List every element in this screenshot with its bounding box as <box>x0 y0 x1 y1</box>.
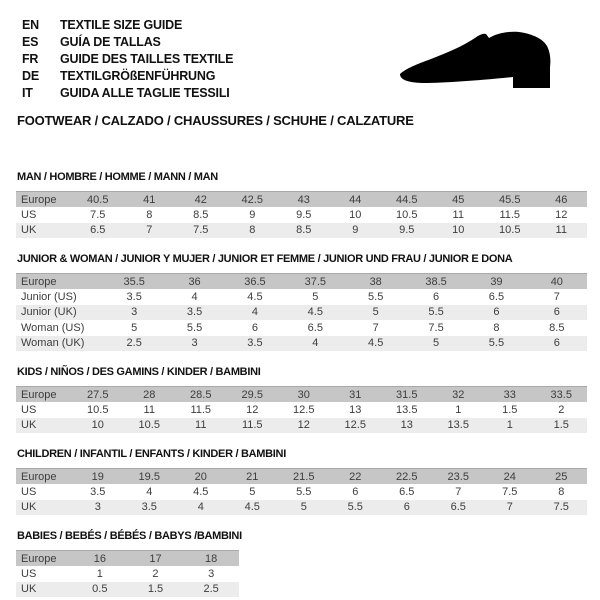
size-section-kids <box>16 366 587 433</box>
size-cell: 20 <box>175 469 227 485</box>
size-cell: 25 <box>536 469 588 485</box>
size-table-man <box>16 191 587 238</box>
size-cell: 21 <box>227 469 279 485</box>
size-cell: 12 <box>278 418 330 434</box>
section-title-babies: BABIES / BEBÉS / BÉBÉS / BABYS /BAMBINI <box>17 530 242 542</box>
size-cell: 10.5 <box>87 403 109 416</box>
size-cell: 3 <box>104 305 164 321</box>
size-cell: 7.5 <box>90 208 106 221</box>
size-cell: 43 <box>278 192 330 208</box>
size-cell: 7 <box>124 223 176 239</box>
size-cell: 6 <box>381 500 433 516</box>
row-label: UK <box>16 500 72 516</box>
table-row <box>16 207 587 223</box>
size-cell: 11.5 <box>499 208 521 221</box>
row-label: Europe <box>16 387 72 403</box>
size-cell: 6.5 <box>399 485 415 498</box>
size-cell: 7 <box>372 321 379 334</box>
size-cell: 6 <box>527 336 587 352</box>
size-cell: 8 <box>493 321 500 334</box>
row-label: Europe <box>16 192 72 208</box>
table-row <box>16 289 587 305</box>
language-title: GUÍA DE TALLAS <box>60 35 161 49</box>
size-cell: 42 <box>175 192 227 208</box>
size-cell: 4.5 <box>247 290 263 303</box>
size-cell: 8 <box>227 223 279 239</box>
size-cell: 2 <box>152 567 159 580</box>
size-cell: 10 <box>72 418 124 434</box>
size-cell: 3 <box>208 567 215 580</box>
size-cell: 1 <box>484 418 536 434</box>
size-cell: 6 <box>251 321 258 334</box>
row-label: UK <box>16 418 72 434</box>
size-cell: 11 <box>143 403 155 416</box>
size-cell: 6.5 <box>488 290 505 303</box>
size-cell: 8.5 <box>193 208 209 221</box>
size-cell: 2 <box>558 403 565 416</box>
size-section-children <box>16 448 587 515</box>
size-cell: 4 <box>191 290 198 303</box>
table-row <box>16 418 587 434</box>
size-cell: 10 <box>349 208 362 221</box>
language-code: EN <box>22 18 39 32</box>
size-cell: 42.5 <box>227 192 279 208</box>
size-cell: 6 <box>433 290 440 303</box>
size-cell: 10.5 <box>484 223 536 239</box>
size-cell: 33.5 <box>536 387 588 403</box>
size-cell: 21.5 <box>278 469 330 485</box>
table-row <box>16 469 587 485</box>
section-title-man: MAN / HOMBRE / HOMME / MANN / MAN <box>17 171 218 183</box>
size-cell: 9 <box>249 208 256 221</box>
size-cell: 13 <box>349 403 362 416</box>
row-label: UK <box>16 223 72 239</box>
size-cell: 31.5 <box>381 387 433 403</box>
size-cell: 7.5 <box>428 321 444 334</box>
row-label: US <box>21 403 37 416</box>
size-cell: 17 <box>128 551 184 567</box>
section-title-kids: KIDS / NIÑOS / DES GAMINS / KINDER / BAMBINI <box>17 366 261 378</box>
row-label: Europe <box>16 274 104 290</box>
size-cell: 23.5 <box>433 469 485 485</box>
size-cell: 5.5 <box>296 485 312 498</box>
size-cell: 5.5 <box>466 336 526 352</box>
size-cell: 8.5 <box>549 321 565 334</box>
size-cell: 6.5 <box>433 500 485 516</box>
size-cell: 45.5 <box>484 192 536 208</box>
section-title-junior-woman: JUNIOR & WOMAN / JUNIOR Y MUJER / JUNIOR ET FEMME / JUNIOR UND FRAU / JUNIOR E DONA <box>17 253 513 265</box>
size-cell: 4 <box>146 485 153 498</box>
size-cell: 8.5 <box>278 223 330 239</box>
row-label: Junior (UK) <box>16 305 104 321</box>
size-cell: 5 <box>406 336 466 352</box>
size-cell: 11.5 <box>190 403 212 416</box>
size-cell: 36.5 <box>225 274 285 290</box>
size-cell: 19.5 <box>124 469 176 485</box>
size-cell: 13.5 <box>433 418 485 434</box>
size-cell: 5.5 <box>406 305 466 321</box>
size-cell: 3 <box>164 336 224 352</box>
language-title: GUIDE DES TAILLES TEXTILE <box>60 52 234 66</box>
table-row <box>16 484 587 500</box>
size-cell: 5.5 <box>186 321 203 334</box>
size-cell: 12 <box>246 403 259 416</box>
size-cell: 1.5 <box>128 582 184 598</box>
size-cell: 41 <box>124 192 176 208</box>
size-table-kids <box>16 386 587 433</box>
language-code: ES <box>22 35 39 49</box>
language-title: GUIDA ALLE TAGLIE TESSILI <box>60 86 230 100</box>
table-row <box>16 305 587 321</box>
size-cell: 1.5 <box>536 418 588 434</box>
size-cell: 45 <box>433 192 485 208</box>
size-cell: 10.5 <box>396 208 418 221</box>
table-row <box>16 274 587 290</box>
size-cell: 22 <box>330 469 382 485</box>
dress-shoe-icon <box>397 28 577 94</box>
row-label: Europe <box>16 551 72 567</box>
size-cell: 1 <box>455 403 462 416</box>
size-cell: 39 <box>466 274 526 290</box>
size-cell: 18 <box>183 551 239 567</box>
table-row <box>16 320 587 336</box>
size-cell: 13.5 <box>396 403 418 416</box>
size-cell: 7.5 <box>175 223 227 239</box>
size-table-children <box>16 468 587 515</box>
size-cell: 11 <box>175 418 227 434</box>
size-cell: 7 <box>553 290 560 303</box>
size-cell: 7.5 <box>502 485 518 498</box>
size-cell: 38 <box>346 274 406 290</box>
row-label: Woman (US) <box>21 321 85 334</box>
size-cell: 4.5 <box>346 336 406 352</box>
language-code: IT <box>22 86 33 100</box>
size-cell: 5.5 <box>330 500 382 516</box>
size-cell: 16 <box>72 551 128 567</box>
table-row <box>16 566 239 582</box>
size-cell: 28 <box>124 387 176 403</box>
size-cell: 44.5 <box>381 192 433 208</box>
size-cell: 24 <box>484 469 536 485</box>
size-cell: 40 <box>527 274 587 290</box>
size-cell: 44 <box>330 192 382 208</box>
size-cell: 19 <box>72 469 124 485</box>
size-cell: 11.5 <box>227 418 279 434</box>
size-cell: 9.5 <box>296 208 312 221</box>
language-code: DE <box>22 69 39 83</box>
size-cell: 3.5 <box>124 500 176 516</box>
size-tables <box>16 171 587 597</box>
size-cell: 40.5 <box>72 192 124 208</box>
language-code: FR <box>22 52 39 66</box>
size-cell: 5 <box>346 305 406 321</box>
size-cell: 28.5 <box>175 387 227 403</box>
language-title: TEXTILGRÖßENFÜHRUNG <box>60 69 216 83</box>
size-cell: 13 <box>381 418 433 434</box>
size-cell: 12 <box>555 208 568 221</box>
table-row <box>16 336 587 352</box>
size-cell: 4 <box>225 305 285 321</box>
size-cell: 5 <box>278 500 330 516</box>
size-cell: 37.5 <box>285 274 345 290</box>
size-cell: 0.5 <box>72 582 128 598</box>
size-cell: 4 <box>175 500 227 516</box>
size-cell: 1 <box>96 567 103 580</box>
size-cell: 27.5 <box>72 387 124 403</box>
table-row <box>16 387 587 403</box>
size-cell: 10 <box>433 223 485 239</box>
size-cell: 46 <box>536 192 588 208</box>
size-cell: 3.5 <box>164 305 224 321</box>
size-cell: 5 <box>249 485 256 498</box>
size-cell: 12.5 <box>330 418 382 434</box>
size-cell: 9 <box>330 223 382 239</box>
size-cell: 9.5 <box>381 223 433 239</box>
size-cell: 38.5 <box>406 274 466 290</box>
size-cell: 5.5 <box>368 290 384 303</box>
table-row <box>16 582 239 598</box>
size-cell: 30 <box>278 387 330 403</box>
size-cell: 6.5 <box>72 223 124 239</box>
size-cell: 4.5 <box>227 500 279 516</box>
size-cell: 31 <box>330 387 382 403</box>
size-section-junior-woman <box>16 253 587 351</box>
size-cell: 7 <box>455 485 462 498</box>
size-section-babies <box>16 530 587 597</box>
section-title-children: CHILDREN / INFANTIL / ENFANTS / KINDER / BAMBINI <box>17 448 286 460</box>
size-cell: 33 <box>484 387 536 403</box>
table-row <box>16 500 587 516</box>
size-cell: 5 <box>131 321 138 334</box>
size-cell: 32 <box>433 387 485 403</box>
table-row <box>16 223 587 239</box>
size-cell: 22.5 <box>381 469 433 485</box>
size-cell: 2.5 <box>104 336 164 352</box>
size-cell: 6 <box>527 305 587 321</box>
size-cell: 6.5 <box>307 321 323 334</box>
size-cell: 36 <box>164 274 224 290</box>
row-label: UK <box>16 582 72 598</box>
size-table-junior-woman <box>16 273 587 351</box>
table-row <box>16 192 587 208</box>
size-cell: 6 <box>466 305 526 321</box>
size-cell: 5 <box>312 290 319 303</box>
row-label: US <box>21 208 37 221</box>
size-cell: 8 <box>558 485 565 498</box>
size-cell: 4.5 <box>285 305 345 321</box>
size-cell: 6 <box>352 485 359 498</box>
size-cell: 3.5 <box>90 485 106 498</box>
size-cell: 11 <box>452 208 464 221</box>
size-section-man <box>16 171 587 238</box>
size-cell: 11 <box>536 223 588 239</box>
size-cell: 3 <box>72 500 124 516</box>
size-cell: 3.5 <box>225 336 285 352</box>
size-cell: 35.5 <box>104 274 164 290</box>
size-cell: 29.5 <box>227 387 279 403</box>
size-cell: 1.5 <box>502 403 518 416</box>
row-label: US <box>21 567 37 580</box>
size-cell: 3.5 <box>126 290 142 303</box>
size-cell: 7 <box>484 500 536 516</box>
language-title: TEXTILE SIZE GUIDE <box>60 18 183 32</box>
size-cell: 4 <box>285 336 345 352</box>
size-cell: 7.5 <box>536 500 588 516</box>
row-label: Junior (US) <box>21 290 77 303</box>
size-table-babies <box>16 550 239 597</box>
row-label: US <box>21 485 37 498</box>
row-label: Woman (UK) <box>16 336 104 352</box>
size-cell: 2.5 <box>183 582 239 598</box>
category-title: FOOTWEAR / CALZADO / CHAUSSURES / SCHUHE / CALZATURE <box>17 113 414 128</box>
size-cell: 8 <box>146 208 153 221</box>
table-row <box>16 402 587 418</box>
row-label: Europe <box>16 469 72 485</box>
size-cell: 12.5 <box>293 403 315 416</box>
size-cell: 10.5 <box>124 418 176 434</box>
table-row <box>16 551 239 567</box>
size-cell: 4.5 <box>193 485 209 498</box>
